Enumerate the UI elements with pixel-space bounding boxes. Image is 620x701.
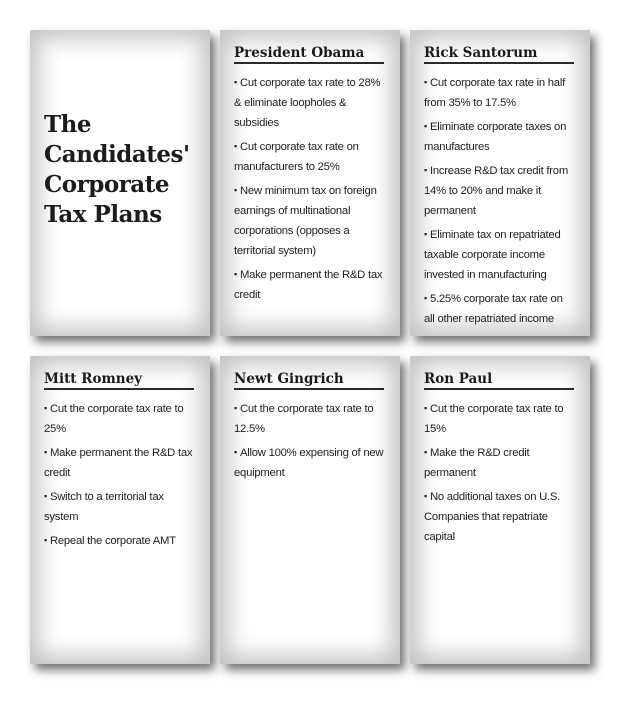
plan-item: ▪ No additional taxes on U.S. Companies that repatriate capital (424, 486, 574, 547)
plan-item: ▪ New minimum tax on foreign earnings of multinational corporations (opposes a territorial system) (234, 180, 384, 261)
candidate-card-paul (410, 356, 590, 664)
title-line: Tax Plans (44, 201, 162, 228)
candidate-name: Mitt Romney (44, 371, 194, 390)
candidate-name: Ron Paul (424, 371, 574, 390)
plan-item: ▪ Increase R&D tax credit from 14% to 20% and make it permanent (424, 160, 574, 221)
candidate-name: Newt Gingrich (234, 371, 384, 390)
plan-list (44, 398, 194, 551)
candidate-card-santorum (410, 30, 590, 336)
candidate-card-obama (220, 30, 400, 336)
plan-item: ▪ Cut corporate tax rate to 28% & eliminate loopholes & subsidies (234, 72, 384, 133)
title-line: Corporate (44, 171, 169, 198)
plan-item: ▪ Switch to a territorial tax system (44, 486, 194, 527)
plan-item: ▪ Make permanent the R&D tax credit (44, 442, 194, 483)
plan-item: ▪ Repeal the corporate AMT (44, 530, 194, 551)
plan-item: ▪ Cut the corporate tax rate to 12.5% (234, 398, 384, 439)
plan-list (424, 398, 574, 547)
plan-list (424, 72, 574, 329)
candidate-name: Rick Santorum (424, 45, 574, 64)
plan-item: ▪ Cut the corporate tax rate to 25% (44, 398, 194, 439)
candidate-card-gingrich (220, 356, 400, 664)
plan-item: ▪ Make permanent the R&D tax credit (234, 264, 384, 305)
plan-item: ▪ 5.25% corporate tax rate on all other repatriated income (424, 288, 574, 329)
title-card (30, 30, 210, 336)
plan-item: ▪ Cut the corporate tax rate to 15% (424, 398, 574, 439)
title-line: The (44, 111, 91, 138)
plan-item: ▪ Cut corporate tax rate in half from 35% to 17.5% (424, 72, 574, 113)
plan-item: ▪ Make the R&D credit permanent (424, 442, 574, 483)
candidate-name: President Obama (234, 45, 384, 64)
plan-item: ▪ Eliminate corporate taxes on manufactures (424, 116, 574, 157)
title-line: Candidates' (44, 141, 190, 168)
plan-list (234, 72, 384, 305)
page-title (44, 110, 209, 230)
candidate-card-romney (30, 356, 210, 664)
plan-item: ▪ Cut corporate tax rate on manufacturers to 25% (234, 136, 384, 177)
plan-item: ▪ Allow 100% expensing of new equipment (234, 442, 384, 483)
plan-list (234, 398, 384, 483)
plan-item: ▪ Eliminate tax on repatriated taxable corporate income invested in manufacturing (424, 224, 574, 285)
